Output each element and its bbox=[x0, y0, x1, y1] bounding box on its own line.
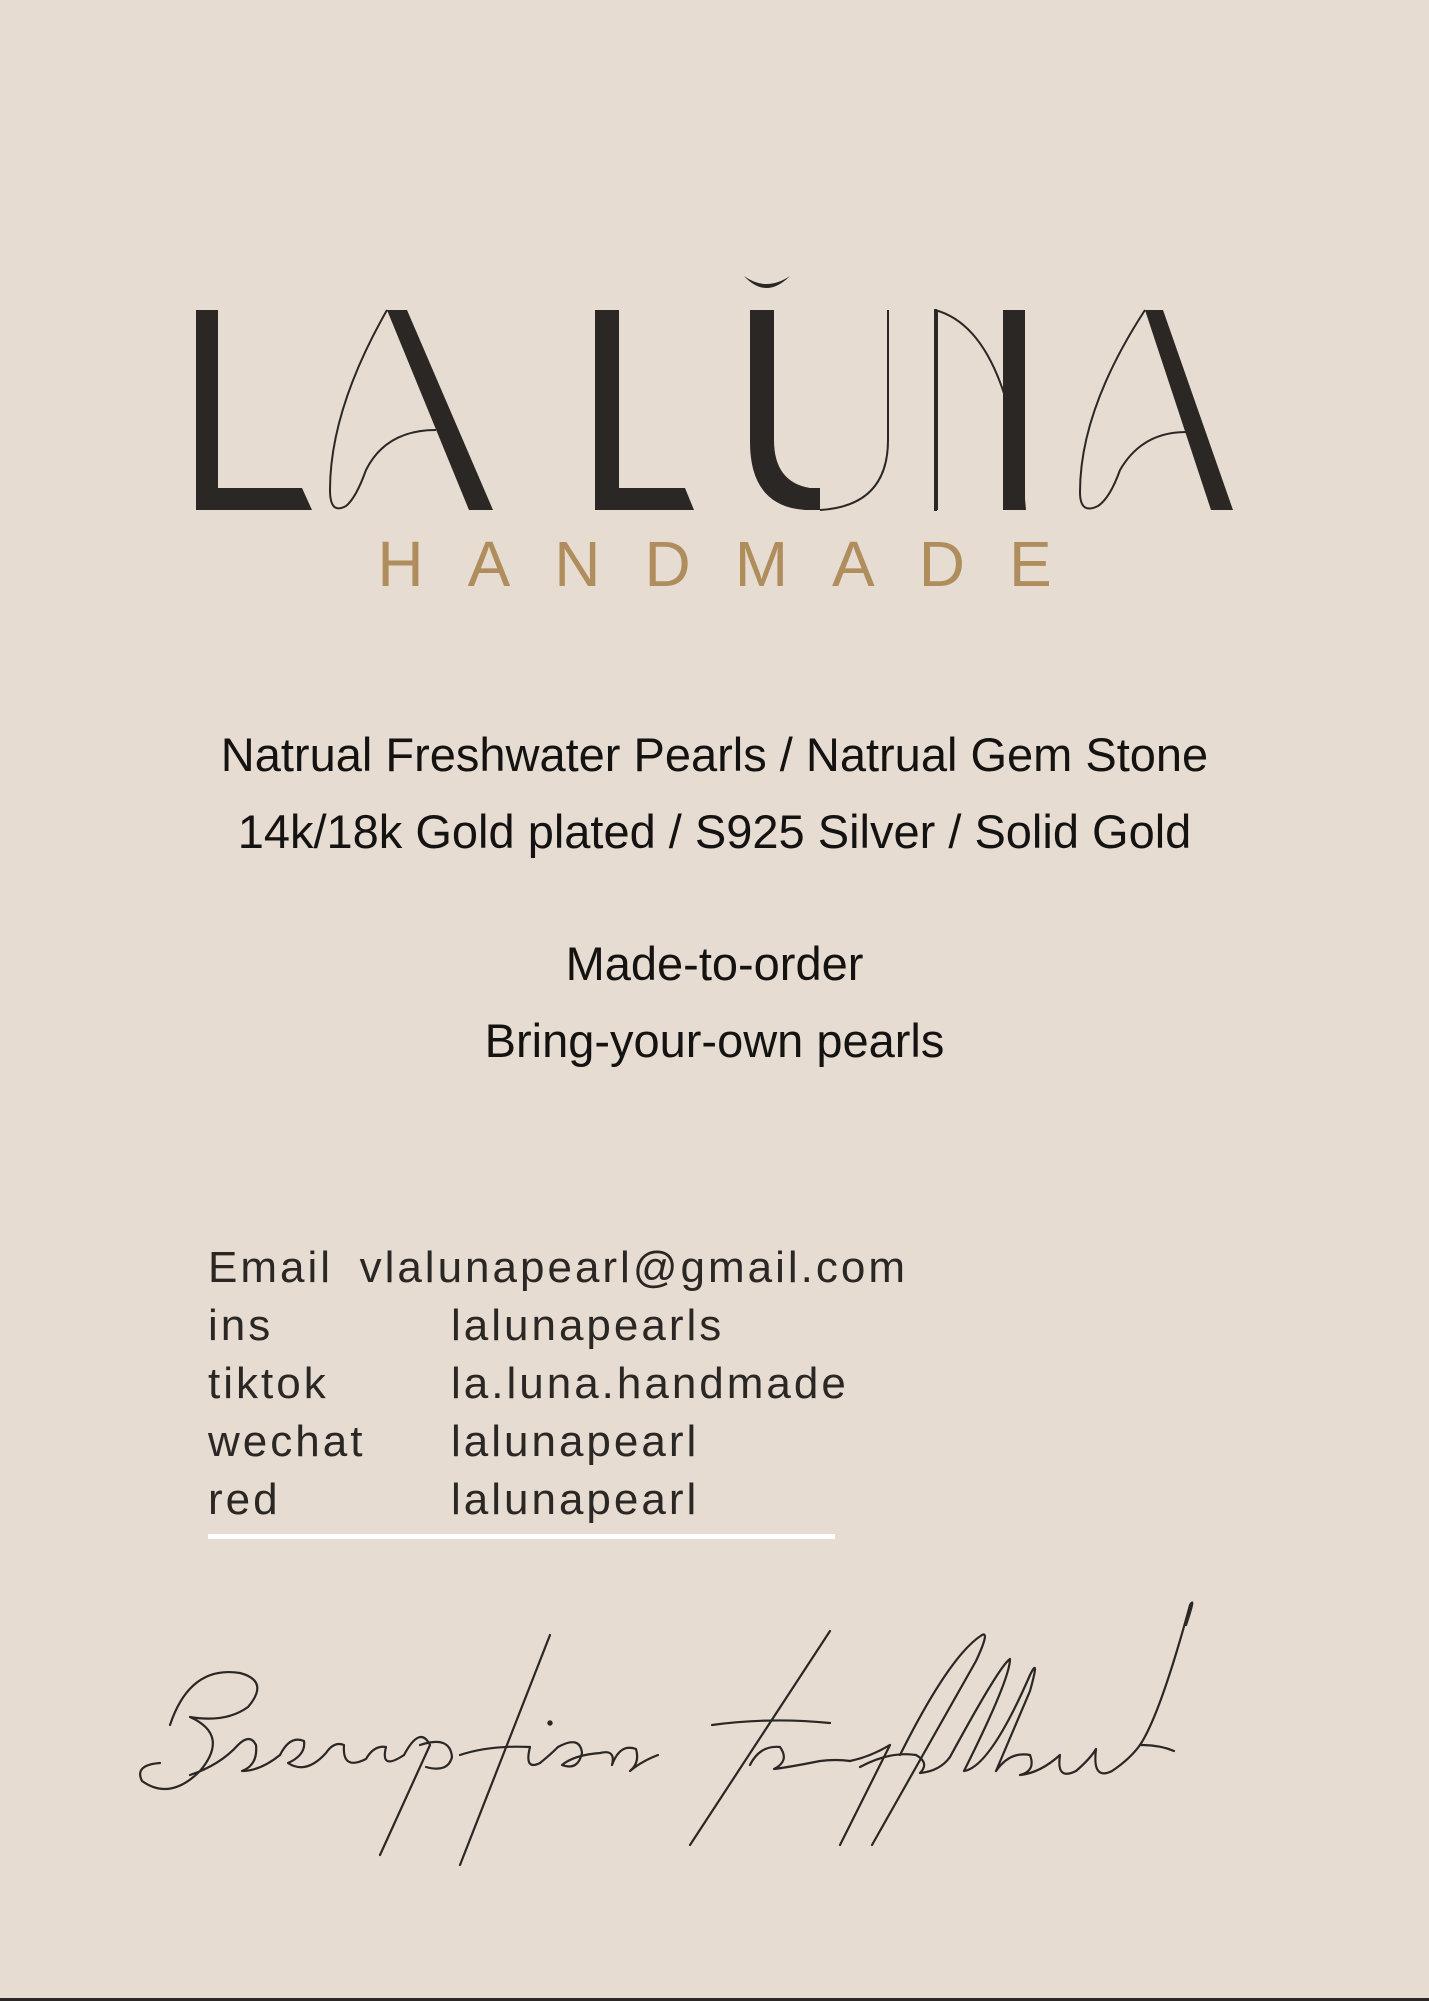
contact-label: ins bbox=[208, 1301, 274, 1350]
contact-value: lalunapearl bbox=[451, 1475, 700, 1524]
contact-label: tiktok bbox=[208, 1359, 329, 1408]
contact-row-wechat bbox=[208, 1413, 908, 1471]
product-line-metals: 14k/18k Gold plated / S925 Silver / Solid Gold bbox=[237, 805, 1192, 858]
contact-value: lalunapearls bbox=[451, 1301, 725, 1350]
brand-tagline: HANDMADE bbox=[377, 528, 1096, 600]
service-line-byo-pearls: Bring-your-own pearls bbox=[484, 1014, 945, 1067]
contact-list bbox=[208, 1239, 908, 1529]
la-luna-logo bbox=[180, 270, 1250, 530]
service-line-made-to-order: Made-to-order bbox=[565, 937, 864, 990]
contact-label: red bbox=[208, 1475, 281, 1524]
contact-value: lalunapearl bbox=[451, 1417, 700, 1466]
contact-label: wechat bbox=[208, 1417, 366, 1466]
contacts-divider bbox=[208, 1534, 835, 1539]
contact-row-tiktok bbox=[208, 1355, 908, 1413]
handwritten-script-footer bbox=[130, 1595, 1300, 1875]
contact-row-red bbox=[208, 1471, 908, 1529]
contact-row-ins bbox=[208, 1297, 908, 1355]
contact-value: la.luna.handmade bbox=[451, 1359, 849, 1408]
product-description bbox=[0, 716, 1429, 870]
contact-value: vlalunapearl@gmail.com bbox=[359, 1243, 908, 1292]
service-description bbox=[0, 925, 1429, 1079]
contact-label: Email bbox=[208, 1243, 334, 1292]
contact-row-email bbox=[208, 1239, 908, 1297]
product-line-materials: Natrual Freshwater Pearls / Natrual Gem Stone bbox=[220, 728, 1209, 781]
